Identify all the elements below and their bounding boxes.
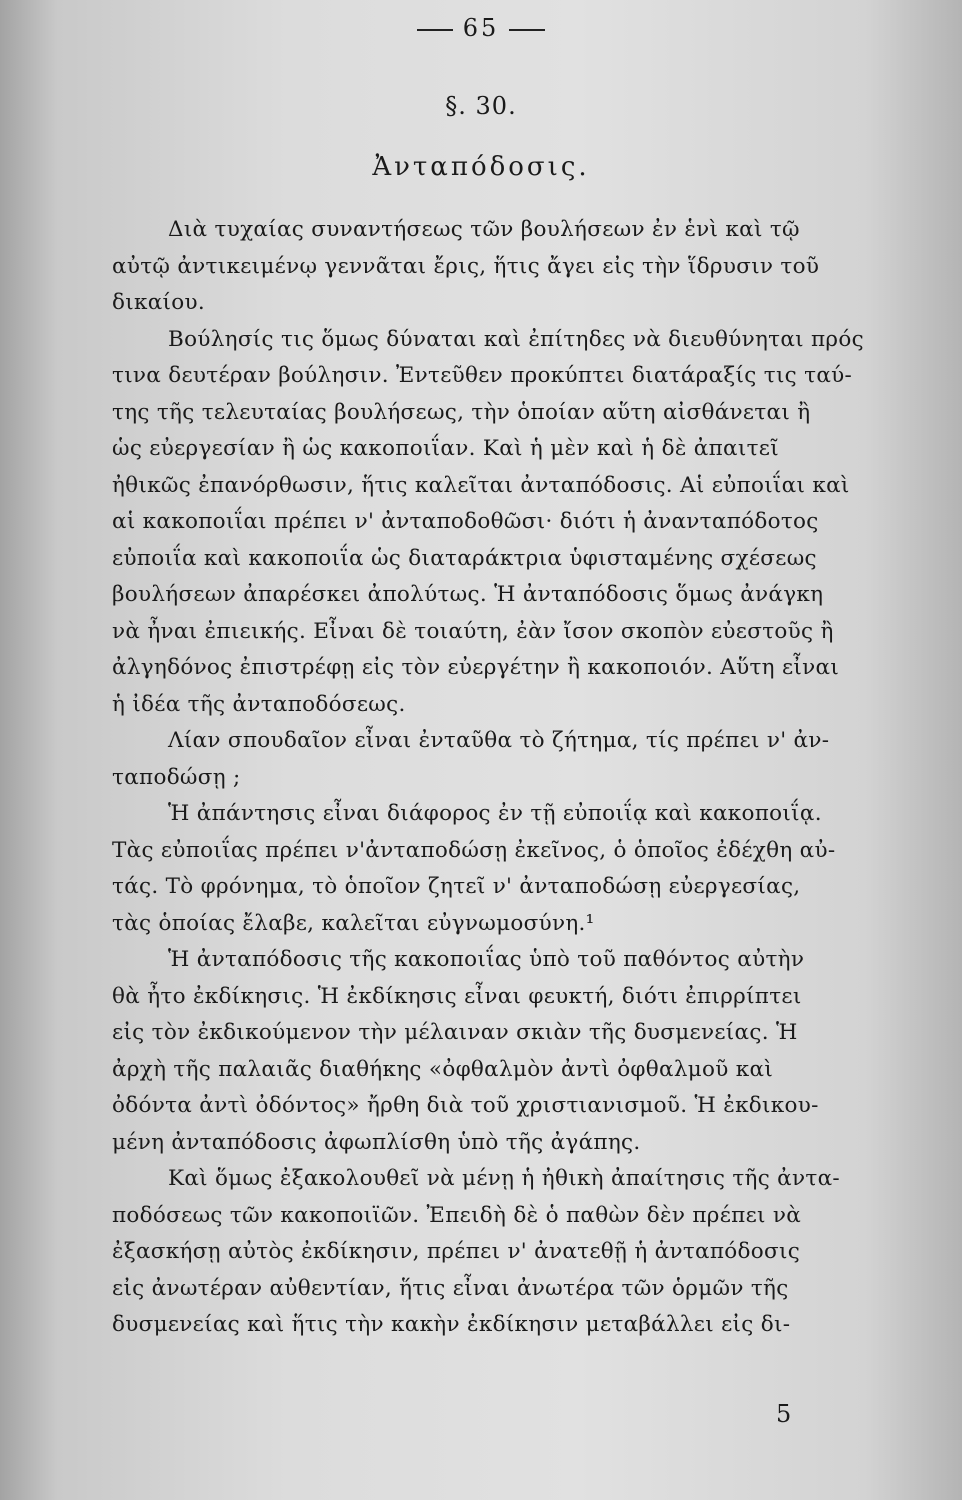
text-line: Βούλησίς τις ὅμως δύναται καὶ ἐπίτηδες νὰ διευθύνηται πρός <box>168 326 864 352</box>
section-number: §. 30. <box>445 92 517 120</box>
text-line: νὰ ἦναι ἐπιεικής. Εἶναι δὲ τοιαύτη, ἐὰν ἴσον σκοπὸν εὐεστοῦς ἢ <box>112 618 834 644</box>
text-line: ἀρχὴ τῆς παλαιᾶς διαθήκης «ὀφθαλμὸν ἀντὶ ὀφθαλμοῦ καὶ <box>112 1056 774 1082</box>
page-number: 65 <box>462 14 500 42</box>
text-line: βουλήσεων ἀπαρέσκει ἀπολύτως. Ἡ ἀνταπόδοσις ὅμως ἀνάγκη <box>112 582 824 607</box>
text-line: εἰς ἀνωτέραν αὐθεντίαν, ἥτις εἶναι ἀνωτέρα τῶν ὁρμῶν τῆς <box>112 1275 789 1301</box>
text-line: ὀδόντα ἀντὶ ὀδόντος» ἤρθη διὰ τοῦ χριστιανισμοῦ. Ἡ ἐκδικου- <box>112 1093 819 1118</box>
text-line: εἰς τὸν ἐκδικούμενον τὴν μέλαιναν σκιὰν τῆς δυσμενείας. Ἡ <box>112 1020 798 1045</box>
text-line: Ἡ ἀπάντησις εἶναι διάφορος ἐν τῇ εὐποιΐᾳ καὶ κακοποιΐᾳ. <box>168 801 822 826</box>
body-text <box>112 212 882 1344</box>
text-line: Ἡ ἀνταπόδοσις τῆς κακοποιΐας ὑπὸ τοῦ παθόντος αὐτὴν <box>168 947 805 972</box>
text-line: δυσμενείας καὶ ἥτις τὴν κακὴν ἐκδίκησιν μεταβάλλει εἰς δι- <box>112 1312 791 1337</box>
text-line: τάς. Τὸ φρόνημα, τὸ ὁποῖον ζητεῖ ν' ἀνταποδώσῃ εὐεργεσίας, <box>112 874 801 899</box>
text-line: Καὶ ὅμως ἐξακολουθεῖ νὰ μένῃ ἡ ἠθικὴ ἀπαίτησις τῆς ἀντα- <box>168 1166 840 1191</box>
text-line: αὐτῷ ἀντικειμένῳ γεννᾶται ἔρις, ἥτις ἄγει εἰς τὴν ἵδρυσιν τοῦ <box>112 253 820 279</box>
text-line: εὐποιΐα καὶ κακοποιΐα ὡς διαταράκτρια ὑφισταμένης σχέσεως <box>112 545 817 571</box>
right-dash <box>509 29 545 31</box>
left-dash <box>417 29 453 31</box>
signature-mark: 5 <box>776 1400 792 1428</box>
text-line: θὰ ἦτο ἐκδίκησις. Ἡ ἐκδίκησις εἶναι φευκτή, διότι ἐπιρρίπτει <box>112 983 802 1009</box>
text-line: δικαίου. <box>112 290 206 315</box>
section-title: Ἀνταπόδοσις. <box>372 152 590 182</box>
text-line: ἠθικῶς ἐπανόρθωσιν, ἥτις καλεῖται ἀνταπόδοσις. Αἱ εὐποιΐαι καὶ <box>112 472 850 498</box>
text-line: ταποδώσῃ ; <box>112 764 241 790</box>
page-header <box>0 14 962 42</box>
text-line: ἀλγηδόνος ἐπιστρέφῃ εἰς τὸν εὐεργέτην ἢ κακοποιόν. Αὕτη εἶναι <box>112 655 840 680</box>
text-line: Λίαν σπουδαῖον εἶναι ἐνταῦθα τὸ ζήτημα, τίς πρέπει ν' ἀν- <box>168 728 830 753</box>
text-line: ἡ ἰδέα τῆς ἀνταποδόσεως. <box>112 691 406 717</box>
text-line: Τὰς εὐποιΐας πρέπει ν'ἀνταποδώσῃ ἐκεῖνος, ὁ ὁποῖος ἐδέχθη αὐ- <box>112 837 836 863</box>
text-line: αἱ κακοποιΐαι πρέπει ν' ἀνταποδοθῶσι· διότι ἡ ἀνανταπόδοτος <box>112 509 819 534</box>
text-line: Διὰ τυχαίας συναντήσεως τῶν βουλήσεων ἐν ἑνὶ καὶ τῷ <box>168 217 800 242</box>
text-line: της τῆς τελευταίας βουλήσεως, τὴν ὁποίαν αὕτη αἰσθάνεται ἢ <box>112 399 811 425</box>
text-line: τὰς ὁποίας ἔλαβε, καλεῖται εὐγνωμοσύνη.¹ <box>112 910 595 936</box>
text-line: ποδόσεως τῶν κακοποιϊῶν. Ἐπειδὴ δὲ ὁ παθὼν δὲν πρέπει νὰ <box>112 1202 802 1228</box>
text-line: ὡς εὐεργεσίαν ἢ ὡς κακοποιΐαν. Καὶ ἡ μὲν καὶ ἡ δὲ ἀπαιτεῖ <box>112 436 779 461</box>
text-line: τινα δευτέραν βούλησιν. Ἐντεῦθεν προκύπτει διατάραξίς τις ταύ- <box>112 363 853 388</box>
text-line: μένη ἀνταπόδοσις ἀφωπλίσθη ὑπὸ τῆς ἀγάπης. <box>112 1129 641 1155</box>
text-line: ἐξασκήσῃ αὐτὸς ἐκδίκησιν, πρέπει ν' ἀνατεθῇ ἡ ἀνταπόδοσις <box>112 1239 801 1264</box>
